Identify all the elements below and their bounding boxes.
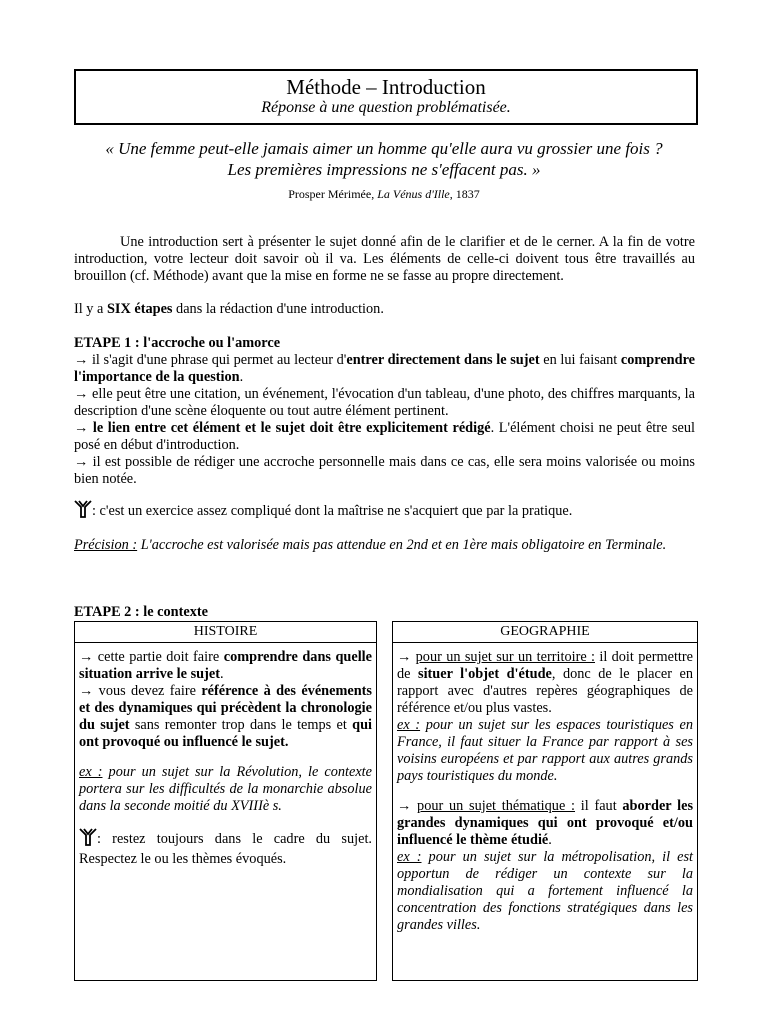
g-ex1-text: pour un sujet sur les espaces touristiques en France, il faut situer la France par rapport à ses voisins européens et par rapport aux autres grands pays touristiques du monde. [397, 717, 693, 784]
steps-line [74, 301, 695, 318]
e1b1e: . [239, 369, 244, 385]
etape1-heading: l'accroche ou l'amorce [143, 335, 281, 351]
etape2-heading: le contexte [143, 604, 208, 620]
etape1-section [74, 335, 695, 488]
geographie-body [393, 643, 697, 934]
etape1-bullet-2: → elle peut être une citation, un événement, l'évocation d'un tableau, d'une photo, des chiffres marquants, la description d'une scène éloquente ou tout autre élément pertinent. [74, 386, 695, 419]
e1b3b: . L'élément choisi ne peut être seul posé en début d'introduction. [74, 420, 696, 453]
etape1-bullet-1 [74, 352, 695, 386]
title-box [74, 69, 698, 125]
g-p2e: . [548, 832, 552, 848]
histoire-box [74, 621, 377, 981]
h-p2c: sans remonter trop dans le temps et [129, 717, 353, 733]
h-ex-label: ex : [79, 764, 103, 780]
steps-text-c: dans la rédaction d'une introduction. [172, 301, 384, 317]
etape1-bullet-3 [74, 420, 695, 454]
g-p2a: → [397, 798, 418, 814]
precision-text: L'accroche est valorisée mais pas attendue en 2nd et en 1ère mais obligatoire en Terminale. [137, 537, 667, 553]
geographie-heading: GEOGRAPHIE [393, 622, 697, 643]
intro-text: Une introduction sert à présenter le sujet donné afin de le clarifier et de le cerner. A la fin de votre introduction, votre lecteur doit savoir où il va. Les éléments de celle-ci doivent tous être travaillés au brouillon (cf. Méthode) avant que la mise en forme ne se fasse au propre directement. [74, 234, 695, 284]
h-tip-text: : restez toujours dans le cadre du sujet. Respectez le ou les thèmes évoqués. [79, 830, 372, 867]
e1b1d: comprendre l'importance de la question [74, 352, 695, 385]
steps-text-a: Il y a [74, 301, 107, 317]
etape1-label: ETAPE 1 : [74, 335, 144, 351]
g-p1c: il doit permettre de [397, 649, 693, 682]
e1b3a: → le lien entre cet élément et le sujet doit être explicitement rédigé [74, 420, 491, 436]
geographie-p1 [397, 649, 693, 717]
quote-author: Prosper Mérimée, [288, 187, 378, 201]
g-ex2-label: ex : [397, 849, 422, 865]
histoire-example [79, 764, 372, 815]
h-ex-text: pour un sujet sur la Révolution, le contexte portera sur les difficultés de la monarchie absolue dans la seconde moitié du XVIIIè s. [79, 764, 372, 814]
h-p2b: référence à des événements et des dynamiques qui précèdent la chronologie du sujet [79, 683, 372, 733]
h-p1b: comprendre dans quelle situation arrive le sujet [79, 649, 372, 682]
quote-line-2: Les premières impressions ne s'effacent pas. » [227, 160, 541, 179]
g-p2c: il faut [575, 798, 623, 814]
histoire-p2 [79, 683, 372, 751]
tip-icon [74, 500, 92, 523]
e1b1a: → il s'agit d'une phrase qui permet au lecteur d' [74, 352, 347, 368]
etape2-title [74, 604, 695, 621]
histoire-body [75, 643, 376, 868]
h-p1a: → cette partie doit faire [79, 649, 224, 665]
quote-work: La Vénus d'Ille [377, 187, 450, 201]
histoire-p1 [79, 649, 372, 683]
geographie-example-2 [397, 849, 693, 934]
etape1-tip [74, 500, 695, 523]
g-p1b: pour un sujet sur un territoire : [415, 649, 595, 665]
etape1-bullet-4: → il est possible de rédiger une accroche personnelle mais dans ce cas, elle sera moins valorisée ou moins bien notée. [74, 454, 695, 487]
precision-label: Précision : [74, 537, 138, 553]
quote-year: , 1837 [449, 187, 480, 201]
etape1-tip-text: : c'est un exercice assez compliqué dont la maîtrise ne s'acquiert que par la pratique. [92, 502, 573, 519]
epigraph-quote [60, 138, 708, 180]
page-subtitle: Réponse à une question problématisée. [261, 99, 511, 116]
histoire-heading: HISTOIRE [75, 622, 376, 643]
histoire-tip [79, 828, 372, 868]
quote-attribution [60, 187, 708, 201]
g-p2d: aborder les grandes dynamiques qui ont provoqué et/ou influencé le thème étudié [397, 798, 694, 848]
geographie-example-1 [397, 717, 693, 785]
etape2-label: ETAPE 2 : [74, 604, 144, 620]
quote-line-1: « Une femme peut-elle jamais aimer un homme qu'elle aura vu grossier une fois ? [105, 139, 663, 158]
geographie-box [392, 621, 698, 981]
g-p1e: , donc de le placer en rapport avec d'autres repères géographiques de référence et/ou plus vastes. [397, 666, 693, 716]
etape1-precision [74, 537, 695, 554]
h-p1c: . [219, 666, 224, 682]
g-p1a: → [397, 649, 416, 665]
etape1-title [74, 335, 695, 352]
geographie-p2 [397, 798, 693, 849]
h-p2d: qui ont provoqué ou influencé le sujet. [79, 717, 373, 750]
page-title: Méthode – Introduction [286, 75, 486, 99]
tip-icon [79, 828, 97, 851]
intro-paragraph [74, 234, 695, 285]
steps-count: SIX étapes [106, 301, 173, 317]
g-ex1-label: ex : [397, 717, 421, 733]
g-p2b: pour un sujet thématique : [417, 798, 576, 814]
g-p1d: situer l'objet d'étude [418, 666, 552, 682]
g-ex2-text: pour un sujet sur la métropolisation, il est opportun de rédiger un contexte sur la mondialisation qui a fortement influencé la concentration des fonctions stratégiques dans les grandes villes. [397, 849, 693, 933]
h-p2a: → vous devez faire [79, 683, 202, 699]
e1b1c: en lui faisant [539, 352, 621, 368]
e1b1b: entrer directement dans le sujet [346, 352, 540, 368]
